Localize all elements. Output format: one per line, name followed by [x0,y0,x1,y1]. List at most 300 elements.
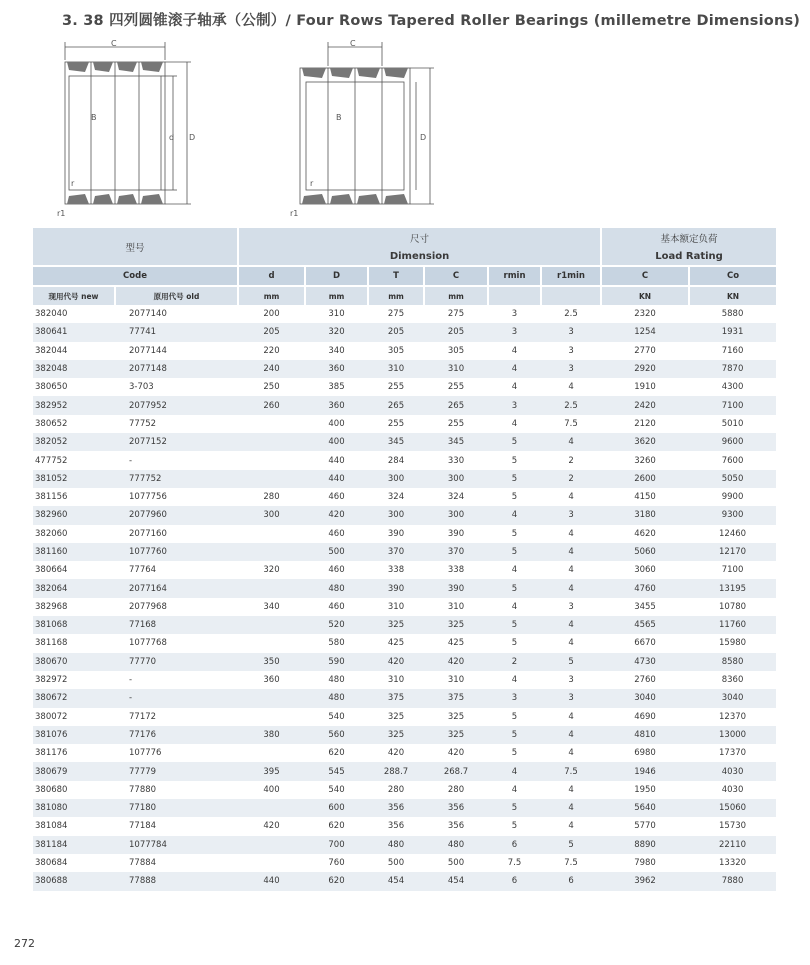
cell-load-Co: 13320 [719,858,747,869]
cell-code-new: 381052 [33,470,115,488]
cell-code-old: 2077952 [115,396,238,414]
cell-r1min: 4 [568,565,574,576]
header-old-code: 原用代号 old [115,286,238,305]
table-row [33,836,776,854]
col-rmin: rmin [488,266,541,286]
cell-load-Co: 7870 [689,360,776,378]
cell-rmin: 5 [511,455,518,466]
cell-rmin: 4 [511,675,518,686]
cell-load-C: 2770 [634,345,656,356]
cell-T: 390 [368,579,424,597]
cell-code-new: 380672 [33,689,115,707]
cell-d [238,415,305,433]
header-code: Code [33,266,238,286]
cell-D: 545 [305,762,368,780]
cell-code-old: 77176 [115,726,238,744]
cell-r1min: 4 [568,638,574,649]
cell-r1min: 3 [568,675,574,686]
cell-C: 375 [424,689,488,707]
cell-T: 310 [387,601,405,612]
cell-rmin: 4 [511,601,518,612]
cell-code-old: 77888 [115,872,238,890]
cell-d: 240 [238,360,305,378]
label-B-2: B [336,113,342,122]
table-row [33,616,776,634]
cell-load-Co: 22110 [689,836,776,854]
cell-code-new: 380072 [35,711,68,722]
cell-d [238,836,305,854]
table-row [33,488,776,506]
unit-load-C: KN [601,286,689,305]
cell-T: 325 [368,726,424,744]
cell-code-old: 77752 [129,418,157,429]
cell-code-new: 382064 [33,579,115,597]
cell-C: 324 [447,492,465,503]
cell-C: 275 [447,309,465,320]
table-row [33,342,776,360]
cell-code-new: 380664 [35,565,68,576]
cell-r1min: 4 [541,579,601,597]
cell-D: 420 [305,506,368,524]
cell-rmin: 2 [488,653,541,671]
label-C: C [111,40,117,48]
cell-rmin: 4 [511,784,518,795]
cell-d: 395 [238,762,305,780]
cell-C: 300 [424,470,488,488]
table-row [33,762,776,780]
cell-d [238,433,305,451]
cell-d: 360 [263,675,280,686]
cell-code-new: 382044 [35,345,68,356]
cell-C: 425 [447,638,465,649]
cell-load-C: 5060 [601,543,689,561]
cell-load-C: 3962 [601,872,689,890]
table-row [33,689,776,707]
cell-r1min: 5 [541,653,601,671]
cell-D: 360 [305,360,368,378]
table-row [33,415,776,433]
cell-T: 370 [368,543,424,561]
cell-C: 310 [447,601,465,612]
cell-C: 480 [424,836,488,854]
table-row [33,433,776,451]
cell-load-C: 2420 [601,396,689,414]
cell-code-old: 77172 [129,711,157,722]
cell-r1min: 4 [568,382,574,393]
cell-d [238,744,305,762]
cell-code-old: 1077768 [129,638,167,649]
cell-rmin: 3 [511,309,518,320]
table-row [33,799,776,817]
cell-D: 620 [328,821,345,832]
cell-code-old: 77741 [115,323,238,341]
cell-C: 330 [447,455,465,466]
col-C: C [424,266,488,286]
cell-rmin: 5 [511,492,518,503]
cell-r1min: 4 [541,799,601,817]
cell-rmin: 4 [488,506,541,524]
col-load-Co: Co [689,266,776,286]
table-row [33,653,776,671]
cell-code-new: 382060 [35,528,68,539]
cell-code-old: 77884 [129,858,157,869]
cell-rmin: 5 [511,638,518,649]
cell-d [238,525,305,543]
cell-load-Co: 10780 [719,601,747,612]
cell-rmin: 5 [488,799,541,817]
cell-rmin: 3 [488,323,541,341]
cell-load-C: 3455 [634,601,656,612]
cell-r1min: 4 [568,492,574,503]
cell-code-old: 1077756 [129,492,167,503]
cell-code-old: 2077152 [115,433,238,451]
cell-rmin: 4 [511,418,518,429]
table-row [33,744,776,762]
bearing-spec-table [33,228,776,891]
table-row [33,708,776,726]
cell-C: 255 [447,382,465,393]
cell-load-Co: 7880 [689,872,776,890]
cell-D: 500 [305,543,368,561]
cell-T: 284 [387,455,405,466]
label-r: r [71,179,75,188]
cell-D: 440 [305,470,368,488]
cell-code-new: 381084 [35,821,68,832]
cell-code-old: 3-703 [129,382,154,393]
cell-load-C: 4150 [634,492,656,503]
cell-T: 305 [387,345,405,356]
cell-D: 540 [328,784,345,795]
col-T: T [368,266,424,286]
cell-T: 375 [368,689,424,707]
cell-rmin: 5 [488,433,541,451]
cell-C: 265 [424,396,488,414]
cell-code-old: 77880 [129,784,157,795]
cell-r1min: 4 [568,784,574,795]
cell-code-new: 382952 [33,396,115,414]
header-dimension-en: Dimension [238,247,601,266]
cell-D: 360 [305,396,368,414]
unit-T: mm [368,286,424,305]
cell-code-new: 380670 [33,653,115,671]
cell-load-Co: 5050 [689,470,776,488]
cell-rmin: 4 [488,762,541,780]
cell-T: 356 [387,821,405,832]
cell-d [238,470,305,488]
cell-C: 300 [424,506,488,524]
cell-T: 310 [387,675,405,686]
cell-code-old: 2077160 [129,528,167,539]
cell-D: 700 [305,836,368,854]
table-row [33,872,776,890]
cell-C: 500 [447,858,465,869]
cell-T: 280 [387,784,405,795]
cell-load-Co: 4300 [721,382,744,393]
cell-code-old: 77770 [115,653,238,671]
cell-D: 320 [305,323,368,341]
cell-r1min: 2.5 [541,396,601,414]
cell-load-Co: 13000 [689,726,776,744]
col-d: d [238,266,305,286]
cell-rmin: 5 [488,579,541,597]
cell-d [238,616,305,634]
cell-rmin: 5 [511,711,518,722]
cell-load-Co: 4030 [721,784,744,795]
cell-code-new: 381076 [33,726,115,744]
cell-T: 338 [387,565,405,576]
cell-C: 338 [447,565,465,576]
table-row [33,634,776,652]
cell-r1min: 3 [541,323,601,341]
cell-load-Co: 7160 [721,345,744,356]
table-row [33,470,776,488]
col-load-C: C [601,266,689,286]
cell-r1min: 4 [541,433,601,451]
cell-code-new: 380652 [35,418,68,429]
cell-D: 760 [328,858,345,869]
cell-load-C: 2120 [634,418,656,429]
table-row [33,854,776,872]
cell-rmin: 4 [511,565,518,576]
label-r1-2: r1 [290,209,299,218]
table-row [33,378,776,396]
page-number: 272 [14,937,35,950]
cell-D: 385 [328,382,345,393]
cell-code-new: 380650 [35,382,68,393]
cell-D: 400 [328,418,345,429]
cell-load-Co: 5010 [721,418,744,429]
cell-code-new: 381080 [33,799,115,817]
cell-load-C: 3620 [601,433,689,451]
cell-d: 400 [263,784,280,795]
cell-load-C: 5640 [601,799,689,817]
cell-load-Co: 17370 [719,748,747,759]
cell-code-new: 382960 [33,506,115,524]
cell-load-Co: 15980 [719,638,747,649]
table-row [33,817,776,835]
cell-d: 250 [263,382,280,393]
cell-d [238,854,305,872]
cell-rmin: 5 [511,748,518,759]
cell-C: 280 [447,784,465,795]
cell-r1min: 6 [541,872,601,890]
header-new-code: 现用代号 new [33,286,115,305]
table-row [33,396,776,414]
cell-D: 460 [328,528,345,539]
header-model-cn: 型号 [33,228,238,266]
cell-T: 425 [387,638,405,649]
cell-load-C: 6670 [634,638,656,649]
cell-load-C: 2320 [634,309,656,320]
table-row [33,579,776,597]
cell-r1min: 3 [568,601,574,612]
cell-load-C: 6980 [634,748,656,759]
cell-load-Co: 12460 [719,528,747,539]
cell-rmin: 7.5 [507,858,522,869]
cell-C: 454 [424,872,488,890]
cell-code-new: 382040 [35,309,68,320]
cell-load-Co: 4030 [689,762,776,780]
cell-D: 460 [328,492,345,503]
cell-load-Co: 1931 [689,323,776,341]
cell-load-C: 1254 [601,323,689,341]
cell-code-old: 2077968 [129,601,167,612]
cell-D: 460 [328,565,345,576]
cell-code-old: 777752 [115,470,238,488]
cell-code-old: 77764 [129,565,157,576]
cell-code-old: 2077164 [115,579,238,597]
cell-load-C: 2920 [601,360,689,378]
cell-code-old: 77184 [129,821,157,832]
cell-r1min: 4 [541,543,601,561]
cell-load-C: 3260 [634,455,656,466]
table-row [33,671,776,689]
bearing-drawing-outer [55,40,225,220]
cell-T: 325 [368,616,424,634]
cell-load-Co: 15060 [689,799,776,817]
cell-code-old: - [115,689,238,707]
cell-C: 325 [424,616,488,634]
cell-code-new: 382052 [33,433,115,451]
cell-C: 356 [424,799,488,817]
cell-D: 520 [305,616,368,634]
cell-T: 420 [368,653,424,671]
cell-r1min: 2.5 [564,309,578,320]
cell-code-new: 381168 [35,638,68,649]
cell-r1min: 3 [541,360,601,378]
cell-T: 500 [387,858,405,869]
cell-T: 300 [368,506,424,524]
cell-load-Co: 7600 [721,455,744,466]
cell-d [238,634,305,652]
cell-T: 300 [368,470,424,488]
cell-C: 345 [424,433,488,451]
page-title: 3. 38 四列圆锥滚子轴承（公制）/ Four Rows Tapered Roller Bearings (millemetre Dimensions) [62,13,801,29]
cell-d [238,451,305,469]
cell-D: 620 [305,872,368,890]
cell-load-C: 4810 [601,726,689,744]
cell-T: 288.7 [368,762,424,780]
cell-code-new: 381184 [33,836,115,854]
cell-C: 420 [447,748,465,759]
cell-r1min: 4 [568,528,574,539]
cell-load-C: 1910 [634,382,656,393]
table-row [33,726,776,744]
cell-C: 310 [447,675,465,686]
cell-T: 356 [368,799,424,817]
cell-T: 265 [368,396,424,414]
cell-r1min: 2 [541,470,601,488]
cell-T: 310 [368,360,424,378]
cell-d [238,708,305,726]
cell-code-new: 382972 [35,675,68,686]
cell-T: 255 [387,382,405,393]
col-r1min: r1min [541,266,601,286]
cell-load-Co: 9600 [689,433,776,451]
cell-load-Co: 8580 [689,653,776,671]
cell-code-new: 380688 [33,872,115,890]
cell-load-C: 2760 [634,675,656,686]
cell-C: 325 [424,726,488,744]
table-row [33,525,776,543]
cell-rmin: 5 [511,821,518,832]
cell-load-Co: 15730 [719,821,747,832]
table-row [33,561,776,579]
cell-rmin: 5 [511,528,518,539]
label-D-2: D [420,133,427,142]
cell-d: 350 [238,653,305,671]
cell-load-C: 1946 [601,762,689,780]
cell-d [238,543,305,561]
cell-C: 370 [424,543,488,561]
cell-C: 390 [424,579,488,597]
cell-d: 320 [263,565,280,576]
cell-d: 205 [238,323,305,341]
label-r-2: r [310,179,314,188]
cell-load-Co: 12170 [689,543,776,561]
cell-d [238,799,305,817]
cell-rmin: 5 [488,616,541,634]
header-load-cn: 基本额定负荷 [601,228,776,247]
cell-D: 480 [328,675,345,686]
cell-load-Co: 12370 [719,711,747,722]
table-row [33,543,776,561]
table-body [33,305,776,891]
table-row [33,360,776,378]
cell-C: 356 [447,821,465,832]
cell-load-Co: 5880 [721,309,744,320]
cell-D: 580 [328,638,345,649]
header-load-en: Load Rating [601,247,776,266]
cell-load-Co: 13195 [689,579,776,597]
cell-T: 255 [387,418,405,429]
cell-C: 255 [447,418,465,429]
cell-load-Co: 9300 [689,506,776,524]
cell-load-C: 4620 [634,528,656,539]
cell-rmin: 5 [488,543,541,561]
cell-code-old: 2077140 [129,309,167,320]
table-row [33,781,776,799]
cell-r1min: 3 [541,689,601,707]
table-row [33,323,776,341]
cell-C: 268.7 [424,762,488,780]
bearing-drawing-inner [288,40,438,220]
cell-code-new: 380679 [33,762,115,780]
cell-C: 310 [424,360,488,378]
cell-d: 420 [263,821,280,832]
cell-load-C: 7980 [634,858,656,869]
cell-r1min: 3 [541,506,601,524]
cell-C: 390 [447,528,465,539]
cell-rmin: 4 [488,360,541,378]
cell-r1min: 4 [541,616,601,634]
cell-r1min: 4 [568,821,574,832]
cell-rmin: 3 [488,689,541,707]
table-row [33,506,776,524]
cell-code-old: 2077148 [115,360,238,378]
cell-code-new: 381068 [33,616,115,634]
cell-load-C: 1950 [634,784,656,795]
cell-d: 340 [263,601,280,612]
label-d: d [169,133,175,142]
cell-C: 420 [424,653,488,671]
cell-r1min: 2 [568,455,574,466]
cell-load-C: 5770 [634,821,656,832]
cell-code-old: - [129,455,133,466]
cell-D: 480 [305,579,368,597]
cell-C: 305 [447,345,465,356]
cell-code-old: 77779 [115,762,238,780]
